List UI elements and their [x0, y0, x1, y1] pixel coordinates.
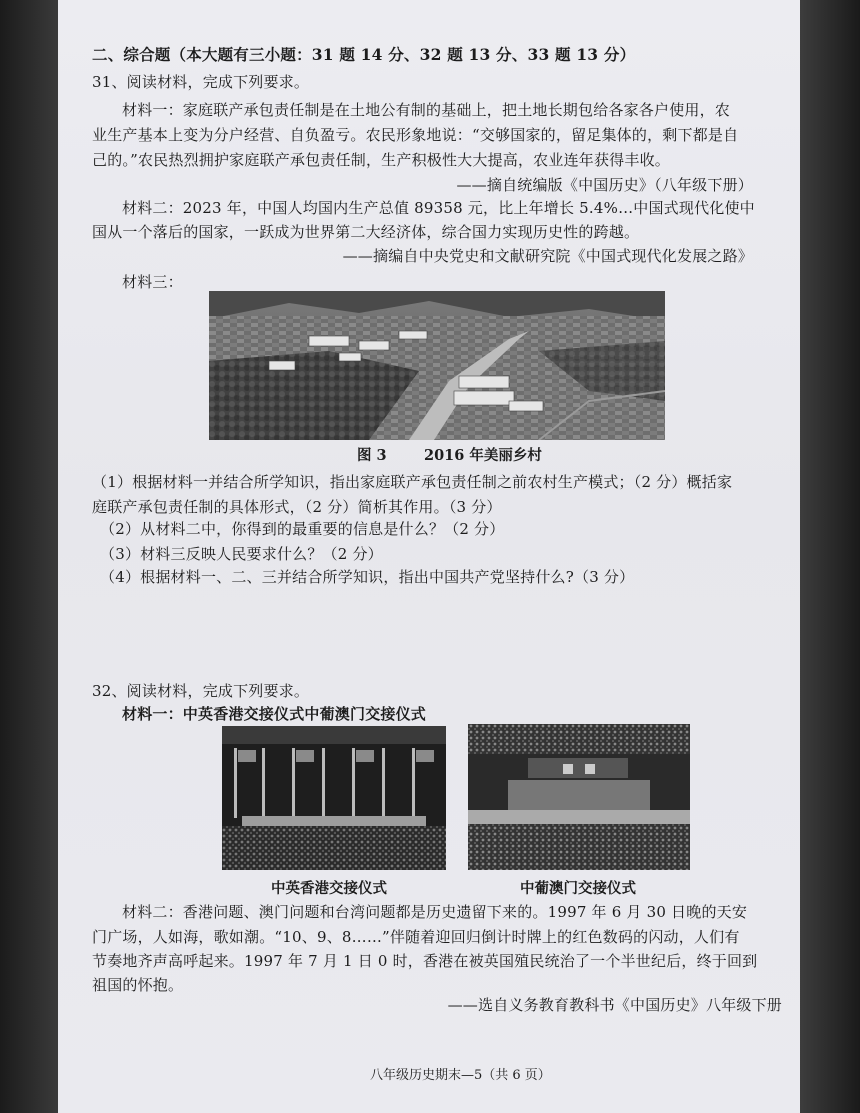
village-image [209, 291, 665, 440]
background-left [0, 0, 58, 1113]
q31-material1-source: ——摘自统编版《中国历史》（八年级下册） [456, 176, 753, 194]
q32-material2-source: ——选自义务教育教科书《中国历史》八年级下册 [447, 996, 782, 1014]
village-photo [209, 291, 665, 440]
q32-material2-line2: 门广场，人如海，歌如潮。“10、9、8……”伴随着迎回归倒计时牌上的红色数码的闪动，人们有 [92, 928, 740, 946]
q31-sub1-line2: 庭联产承包责任制的具体形式，（2 分）简析其作用。（3 分） [92, 498, 502, 516]
caption-hong-kong: 中英香港交接仪式 [271, 880, 387, 897]
q32-material2-line1: 材料二：香港问题、澳门问题和台湾问题都是历史遗留下来的。1997 年 6 月 30 日晚的天安 [122, 903, 748, 921]
q31-material1-line1: 材料一：家庭联产承包责任制是在土地公有制的基础上，把土地长期包给各家各户使用，农 [122, 101, 731, 119]
hong-kong-ceremony-image [222, 726, 446, 870]
q31-sub1-line1: （1）根据材料一并结合所学知识，指出家庭联产承包责任制之前农村生产模式；（2 分）概括家 [92, 473, 733, 491]
q32-material1-label: 材料一：中英香港交接仪式中葡澳门交接仪式 [122, 705, 427, 723]
q31-material1-line3: 己的。”农民热烈拥护家庭联产承包责任制，生产积极性大大提高，农业连年获得丰收。 [92, 151, 670, 169]
background-right [800, 0, 860, 1113]
q31-sub4: （4）根据材料一、二、三并结合所学知识，指出中国共产党坚持什么?（3 分） [100, 568, 635, 586]
q31-material2-line2: 国从一个落后的国家，一跃成为世界第二大经济体，综合国力实现历史性的跨越。 [92, 223, 640, 241]
q31-material2-source: ——摘编自中央党史和文献研究院《中国式现代化发展之路》 [342, 247, 753, 265]
page-footer: 八年级历史期末—5（共 6 页） [370, 1068, 551, 1083]
q32-material2-line4: 祖国的怀抱。 [92, 976, 184, 994]
hong-kong-ceremony-photo [222, 726, 446, 870]
q32-material2-line3: 节奏地齐声高呼起来。1997 年 7 月 1 日 0 时，香港在被英国殖民统治了一个半世纪后，终于回到 [92, 952, 758, 970]
q31-material3-label: 材料三： [122, 273, 183, 291]
section-heading: 二、综合题（本大题有三小题：31 题 14 分、32 题 13 分、33 题 13 分） [92, 45, 636, 64]
q31-sub2: （2）从材料二中，你得到的最重要的信息是什么？（2 分） [100, 520, 505, 538]
q31-material1-line2: 业生产基本上变为分户经营、自负盈亏。农民形象地说：“交够国家的，留足集体的，剩下都是自 [92, 126, 739, 144]
q31-stem: 31、阅读材料，完成下列要求。 [92, 73, 310, 91]
figure-3-title: 2016 年美丽乡村 [424, 447, 542, 464]
q32-stem: 32、阅读材料，完成下列要求。 [92, 682, 310, 700]
macau-ceremony-image [468, 724, 690, 870]
figure-3-label: 图 3 [357, 447, 387, 464]
q31-material2-line1: 材料二：2023 年，中国人均国内生产总值 89358 元，比上年增长 5.4%…中国式现代化使中 [122, 199, 755, 217]
q31-sub3: （3）材料三反映人民要求什么？（2 分） [100, 545, 383, 563]
caption-macau: 中葡澳门交接仪式 [520, 880, 636, 897]
macau-ceremony-photo [468, 724, 690, 870]
